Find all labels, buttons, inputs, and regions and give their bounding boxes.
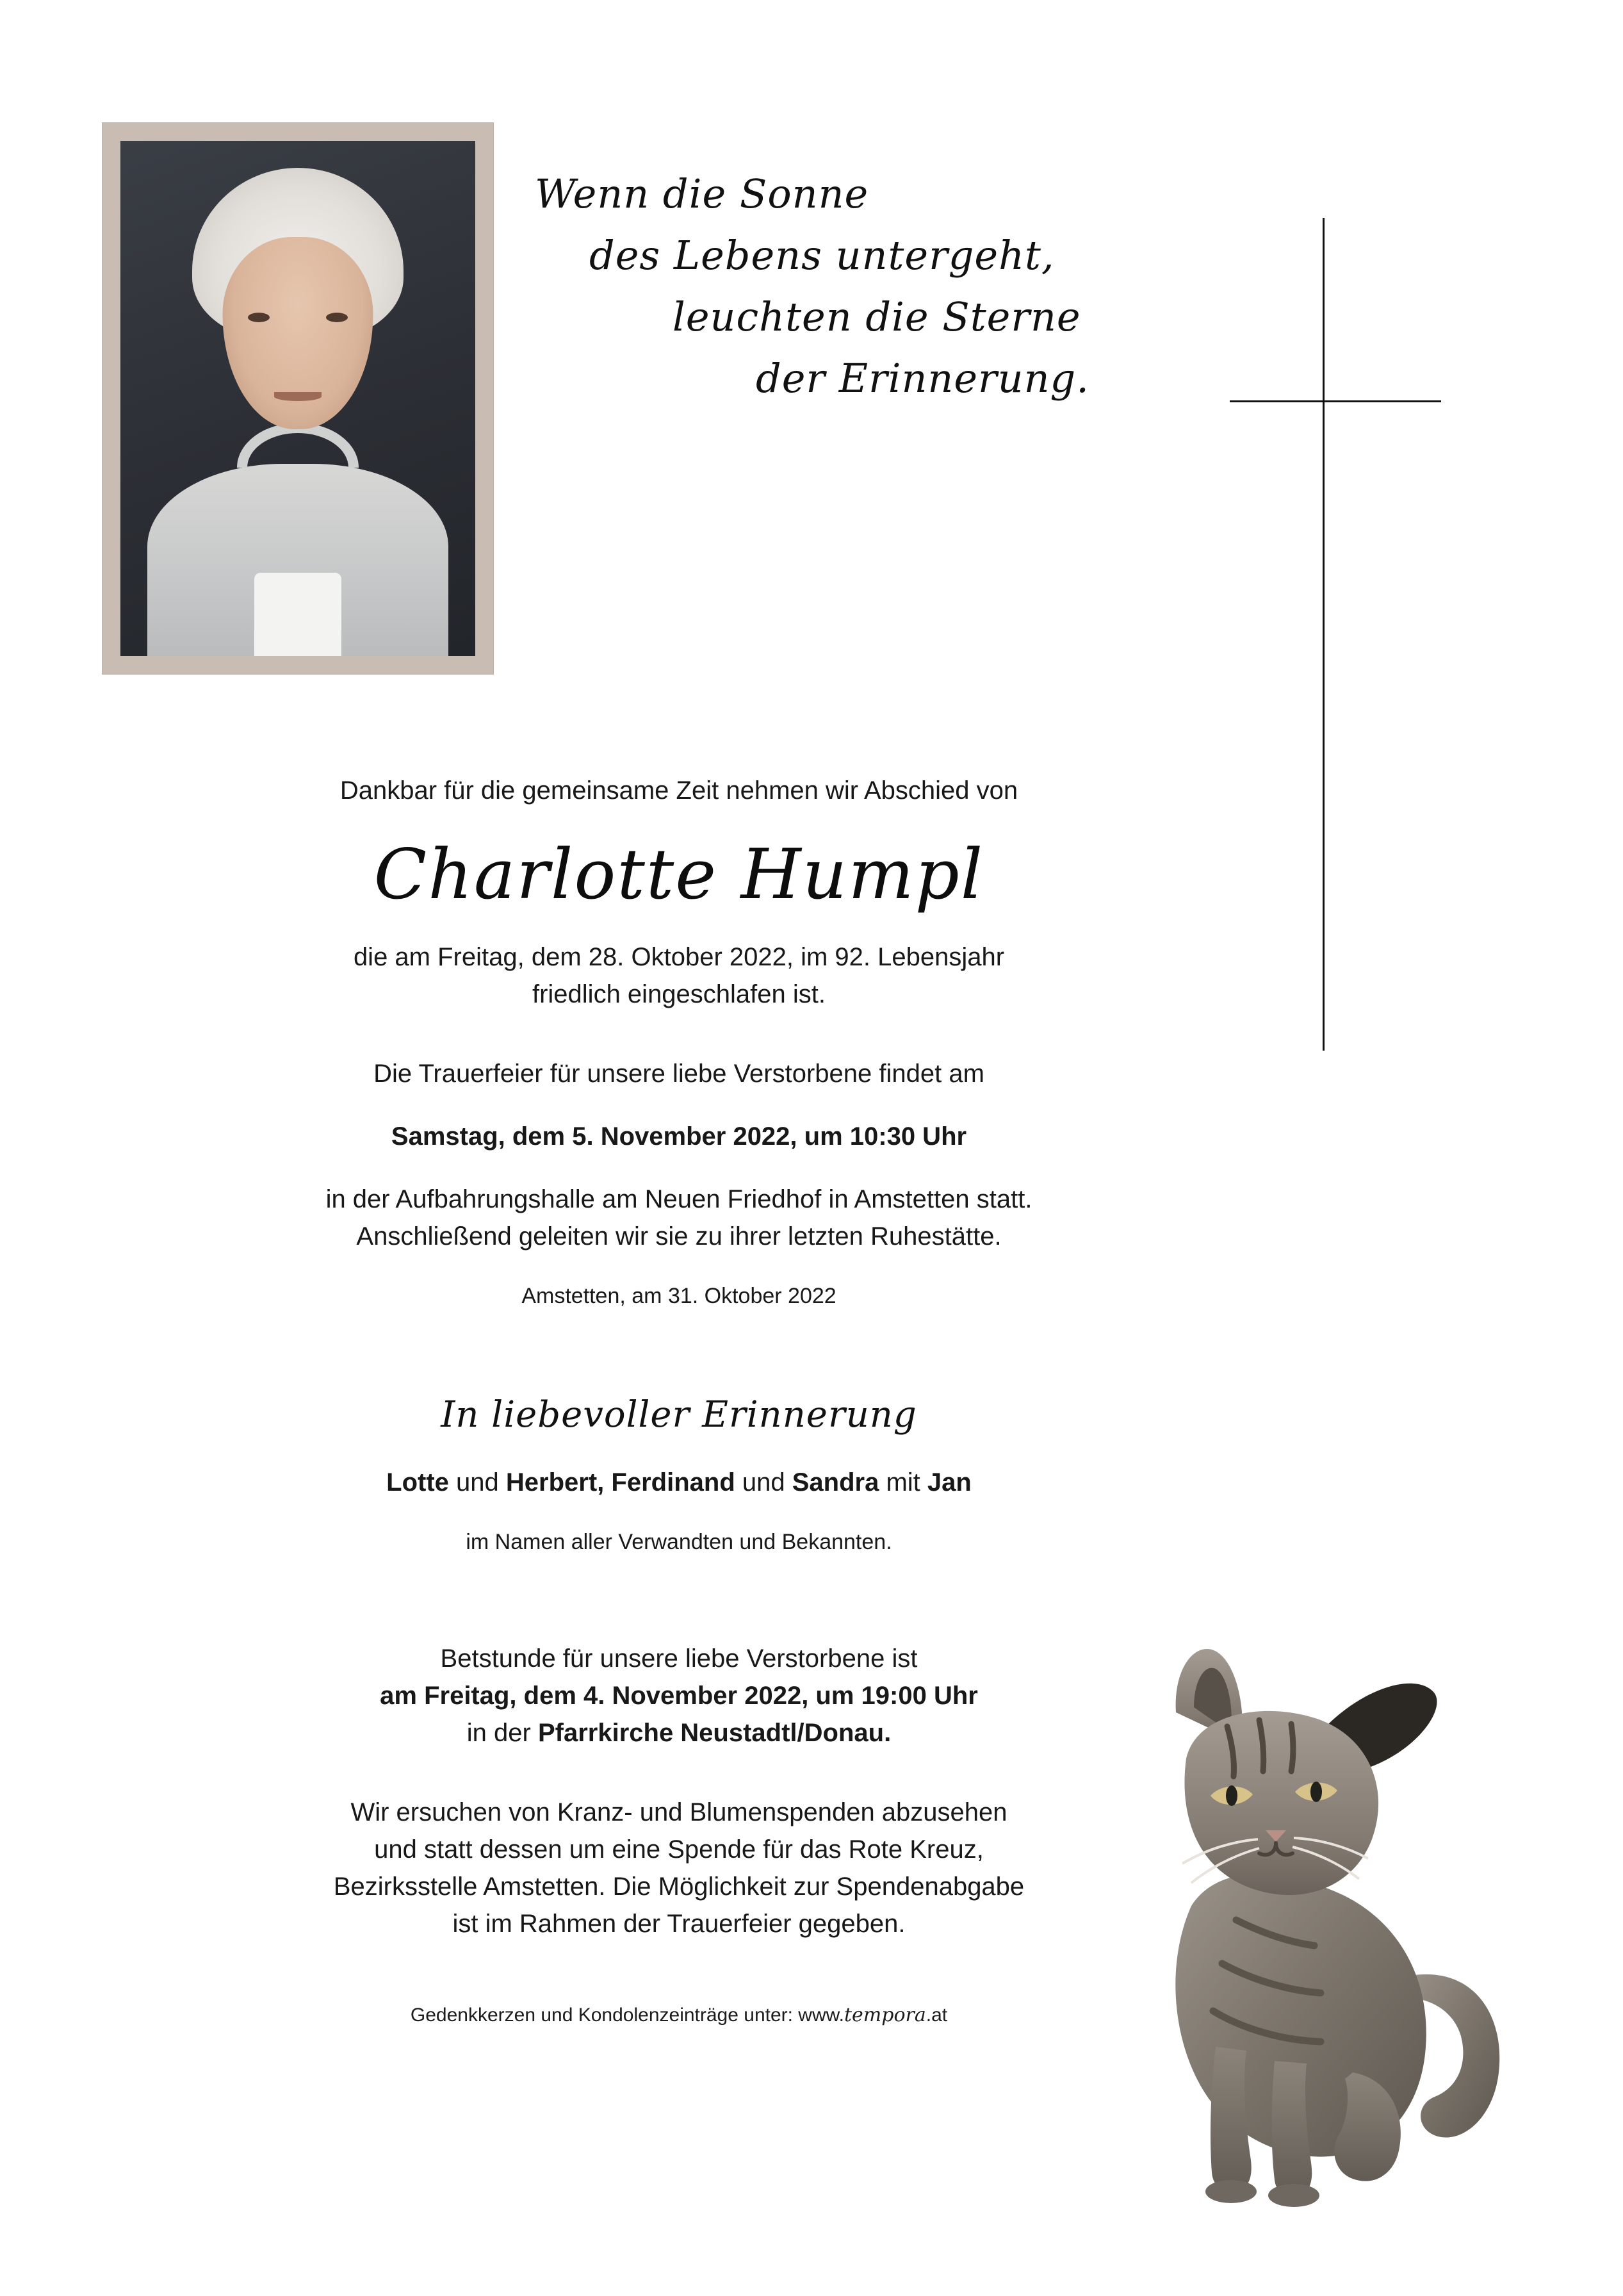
death-line-2: friedlich eingeschlafen ist. bbox=[532, 980, 826, 1008]
announcement-intro: Dankbar für die gemeinsame Zeit nehmen wir Abschied von bbox=[339, 776, 1018, 805]
footer-note-pre: Gedenkkerzen und Kondolenzeinträge unter: www. bbox=[410, 2005, 844, 2026]
memory-heading: In liebevoller Erinnerung bbox=[441, 1393, 917, 1436]
cat-pupil-left bbox=[1226, 1785, 1237, 1806]
memorial-verse bbox=[487, 163, 1230, 409]
tabby-cat-illustration bbox=[1114, 1630, 1524, 2207]
portrait-eye-right bbox=[326, 313, 348, 322]
family-name-5: Jan bbox=[927, 1468, 972, 1496]
donation-line-1: Wir ersuchen von Kranz- und Blumenspenden abzusehen bbox=[350, 1798, 1007, 1827]
family-name-4: Sandra bbox=[792, 1468, 879, 1496]
verse-line-3: leuchten die Sterne bbox=[673, 293, 1081, 341]
prayer-church-name: Pfarrkirche Neustadtl/Donau. bbox=[537, 1719, 892, 1748]
verse-line-1: Wenn die Sonne bbox=[535, 170, 869, 217]
ceremony-dateline: Amstetten, am 31. Oktober 2022 bbox=[521, 1283, 836, 1308]
portrait-shirt bbox=[254, 573, 341, 656]
family-name-2: Herbert, bbox=[505, 1468, 605, 1496]
prayer-line-3-pre: in der bbox=[466, 1719, 538, 1748]
ceremony-place-line-2: Anschließend geleiten wir sie zu ihrer letzten Ruhestätte. bbox=[356, 1222, 1002, 1250]
ceremony-place-line-1: in der Aufbahrungshalle am Neuen Friedhof in Amstetten statt. bbox=[325, 1185, 1032, 1213]
cat-paw-left bbox=[1205, 2180, 1257, 2203]
cat-pupil-right bbox=[1310, 1782, 1322, 1802]
cross-horizontal-bar bbox=[1230, 400, 1441, 402]
donation-line-3: Bezirksstelle Amstetten. Die Möglichkeit zur Spendenabgabe bbox=[333, 1873, 1025, 1901]
cat-paw-right bbox=[1268, 2184, 1319, 2207]
portrait-mouth bbox=[274, 392, 322, 401]
footer-brand: tempora bbox=[844, 2004, 926, 2027]
portrait-photo bbox=[120, 141, 475, 656]
footer-note-post: .at bbox=[926, 2005, 948, 2026]
family-conj-4: mit bbox=[879, 1468, 927, 1496]
family-names bbox=[211, 1464, 1146, 1501]
family-conj-1: und bbox=[448, 1468, 506, 1496]
family-name-3: Ferdinand bbox=[611, 1468, 735, 1496]
prayer-line-2: am Freitag, dem 4. November 2022, um 19:00 Uhr bbox=[380, 1682, 978, 1710]
cross-vertical-bar bbox=[1323, 218, 1325, 1051]
cross-icon bbox=[1230, 218, 1441, 1051]
ceremony-datetime: Samstag, dem 5. November 2022, um 10:30 Uhr bbox=[391, 1122, 967, 1151]
verse-line-2: des Lebens untergeht, bbox=[589, 232, 1055, 279]
portrait-photo-frame bbox=[102, 123, 493, 674]
family-name-1: Lotte bbox=[386, 1468, 449, 1496]
ceremony-intro: Die Trauerfeier für unsere liebe Verstorbene findet am bbox=[373, 1059, 984, 1088]
cat-stripe-3 bbox=[1291, 1724, 1293, 1771]
verse-line-4: der Erinnerung. bbox=[756, 355, 1089, 402]
deceased-name: Charlotte Humpl bbox=[373, 835, 984, 915]
donation-line-4: ist im Rahmen der Trauerfeier gegeben. bbox=[452, 1910, 906, 1939]
footer-note bbox=[211, 2004, 1146, 2026]
prayer-line-1: Betstunde für unsere liebe Verstorbene ist bbox=[440, 1644, 918, 1673]
death-line-1: die am Freitag, dem 28. Oktober 2022, im 92. Lebensjahr bbox=[353, 942, 1005, 971]
prayer-line-3 bbox=[211, 1714, 1146, 1751]
donation-line-2: und statt dessen um eine Spende für das Rote Kreuz, bbox=[374, 1835, 984, 1864]
memory-closing: im Namen aller Verwandten und Bekannten. bbox=[466, 1529, 892, 1554]
family-conj-2 bbox=[604, 1468, 611, 1496]
portrait-eye-left bbox=[248, 313, 270, 322]
family-conj-3: und bbox=[735, 1468, 792, 1496]
memorial-text-block bbox=[211, 772, 1146, 2046]
